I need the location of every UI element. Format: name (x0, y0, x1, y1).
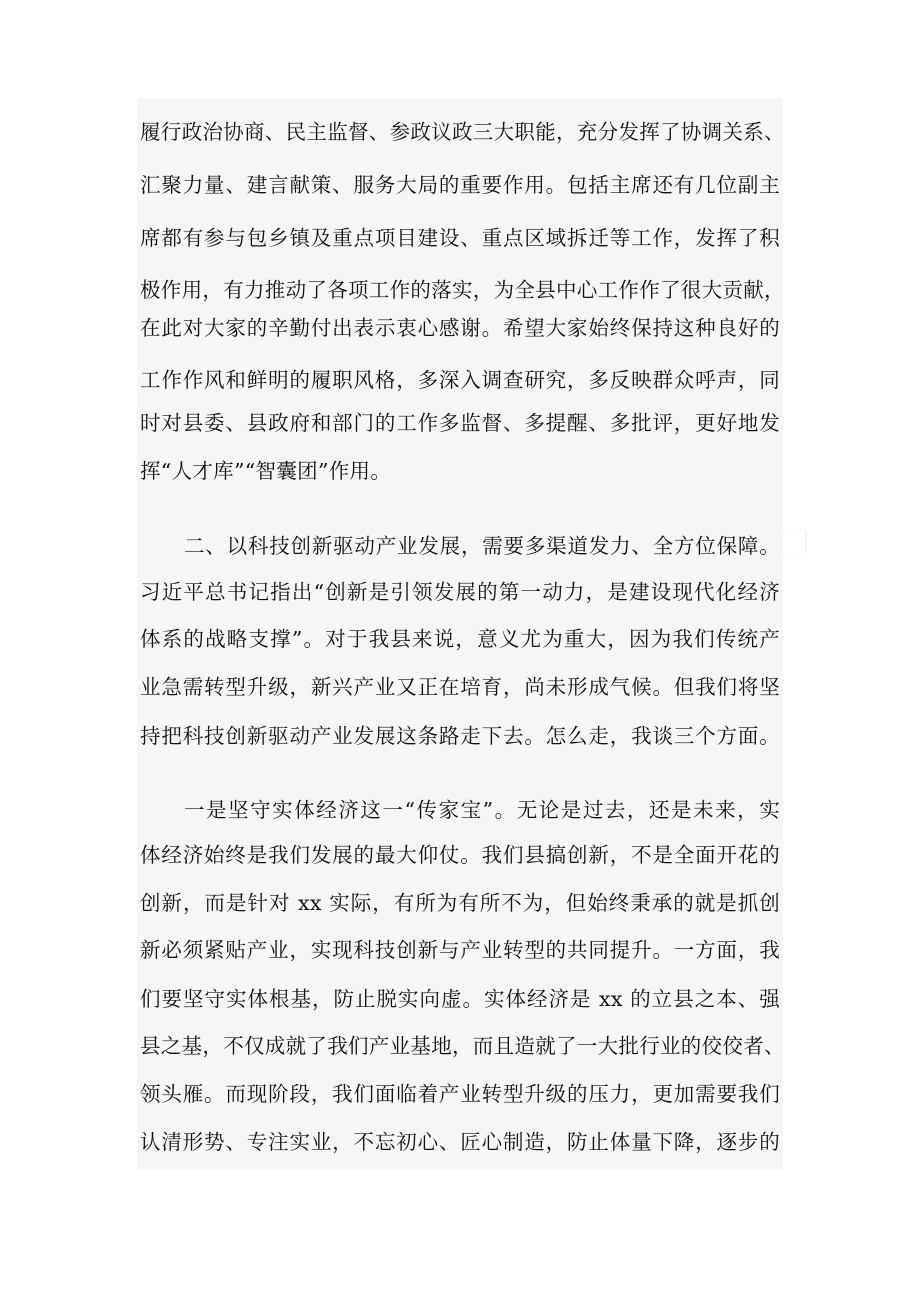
paragraph-line: 履行政治协商、民主监督、参政议政三大职能，充分发挥了协调关系、 (140, 120, 785, 144)
paragraph-line: 业急需转型升级，新兴产业又正在培育，尚未形成气候。但我们将坚 (140, 675, 780, 699)
paragraph-line: 极作用，有力推动了各项工作的落实，为全县中心工作作了很大贡献， (140, 278, 785, 302)
paragraph-line: 认清形势、专注实业，不忘初心、匠心制造，防止体量下降，逐步的 (140, 1130, 780, 1154)
paragraph-line: 汇聚力量、建言献策、服务大局的重要作用。包括主席还有几位副主 (140, 173, 780, 197)
page-edge-marker (783, 530, 805, 556)
paragraph-line: 持把科技创新驱动产业发展这条路走下去。怎么走，我谈三个方面。 (140, 724, 780, 748)
paragraph-line: 挥“人才库”“智囊团”作用。 (140, 459, 392, 483)
paragraph-line: 在此对大家的辛勤付出表示衷心感谢。希望大家始终保持这种良好的 (140, 316, 780, 340)
paragraph-line: 体系的战略支撑”。对于我县来说，意义尤为重大，因为我们传统产 (140, 627, 780, 651)
paragraph-line: 们要坚守实体根基，防止脱实向虚。实体经济是 xx 的立县之本、强 (140, 987, 780, 1011)
paragraph-line: 习近平总书记指出“创新是引领发展的第一动力，是建设现代化经济 (140, 580, 780, 604)
subsection-heading-line: 一是坚守实体经济这一“传家宝”。无论是过去，还是未来，实 (184, 798, 780, 822)
paragraph-line: 新必须紧贴产业，实现科技创新与产业转型的共同提升。一方面，我 (140, 938, 780, 962)
paragraph-line: 领头雁。而现阶段，我们面临着产业转型升级的压力，更加需要我们 (140, 1082, 780, 1106)
paragraph-line: 工作作风和鲜明的履职风格，多深入调查研究，多反映群众呼声，同 (140, 368, 780, 392)
paragraph-line: 县之基，不仅成就了我们产业基地，而且造就了一大批行业的佼佼者、 (140, 1034, 785, 1058)
section-heading-line: 二、以科技创新驱动产业发展，需要多渠道发力、全方位保障。 (184, 534, 780, 558)
paragraph-line: 时对县委、县政府和部门的工作多监督、多提醒、多批评，更好地发 (140, 411, 780, 435)
paragraph-line: 体经济始终是我们发展的最大仰仗。我们县搞创新，不是全面开花的 (140, 843, 780, 867)
paragraph-line: 席都有参与包乡镇及重点项目建设、重点区域拆迁等工作，发挥了积 (140, 226, 780, 250)
paragraph-line: 创新，而是针对 xx 实际，有所为有所不为，但始终秉承的就是抓创 (140, 891, 780, 915)
